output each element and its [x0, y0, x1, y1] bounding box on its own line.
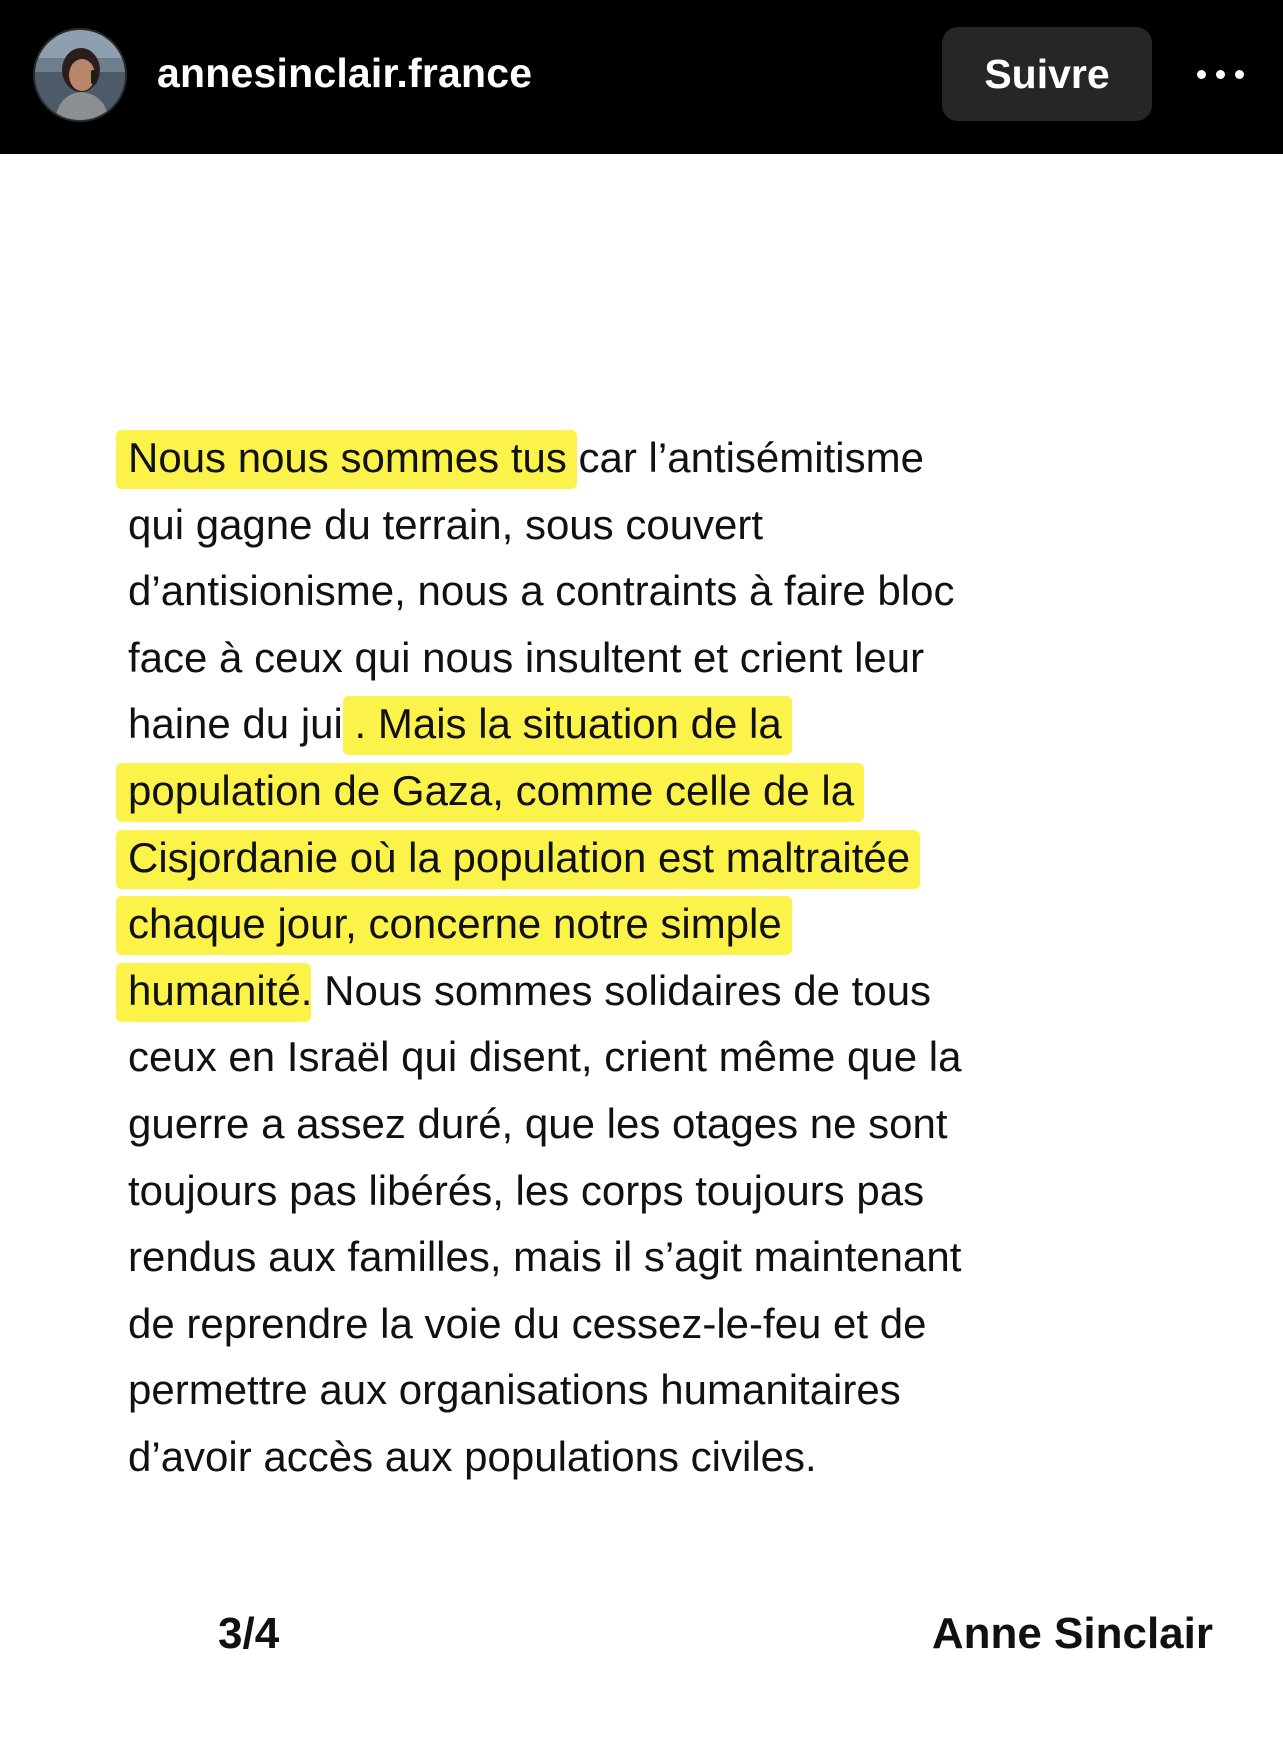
text-line — [128, 691, 1128, 758]
page-indicator: 3/4 — [218, 1609, 280, 1658]
more-dot — [1216, 70, 1225, 79]
text-segment: . Nous sommes solidaires de tous — [300, 966, 932, 1014]
highlighted-text: Cisjordanie où la population est maltraitée — [128, 830, 910, 889]
text-segment: haine du juif — [128, 700, 355, 748]
highlighted-text: . Mais la situation de la — [355, 696, 782, 755]
avatar-image — [35, 30, 125, 120]
highlighted-text: Nous nous sommes tus — [128, 430, 567, 489]
text-line: toujours pas libérés, les corps toujours pas — [128, 1166, 925, 1214]
more-options-icon[interactable] — [1188, 52, 1252, 96]
text-segment: car l’antisémitisme — [566, 434, 924, 481]
text-line — [128, 425, 1128, 492]
text-line: ceux en Israël qui disent, crient même que la — [128, 1033, 962, 1081]
more-dot — [1197, 70, 1206, 79]
text-line: rendus aux familles, mais il s’agit maintenant — [128, 1233, 962, 1281]
avatar[interactable] — [33, 28, 127, 122]
post-header — [0, 0, 1283, 154]
text-line: qui gagne du terrain, sous couvert — [128, 500, 764, 548]
text-line — [128, 758, 1128, 825]
more-dot — [1235, 70, 1244, 79]
highlighted-text: population de Gaza, comme celle de la — [128, 763, 854, 822]
post-text — [128, 425, 1128, 1491]
text-line: d’avoir accès aux populations civiles. — [128, 1432, 817, 1480]
username[interactable]: annesinclair.france — [157, 50, 533, 96]
text-line — [128, 825, 1128, 892]
text-line: de reprendre la voie du cessez-le-feu et de — [128, 1299, 927, 1347]
highlighted-text: chaque jour, concerne notre simple — [128, 896, 782, 955]
text-line: face à ceux qui nous insultent et crient leur — [128, 633, 925, 681]
text-line — [128, 891, 1128, 958]
text-line: d’antisionisme, nous a contraints à faire bloc — [128, 567, 955, 615]
text-line — [128, 958, 1128, 1025]
author-signature: Anne Sinclair — [931, 1609, 1213, 1658]
follow-button[interactable]: Suivre — [942, 27, 1152, 121]
highlighted-text: humanité — [128, 963, 301, 1022]
text-line: guerre a assez duré, que les otages ne sont — [128, 1099, 948, 1147]
text-line: permettre aux organisations humanitaires — [128, 1366, 901, 1414]
